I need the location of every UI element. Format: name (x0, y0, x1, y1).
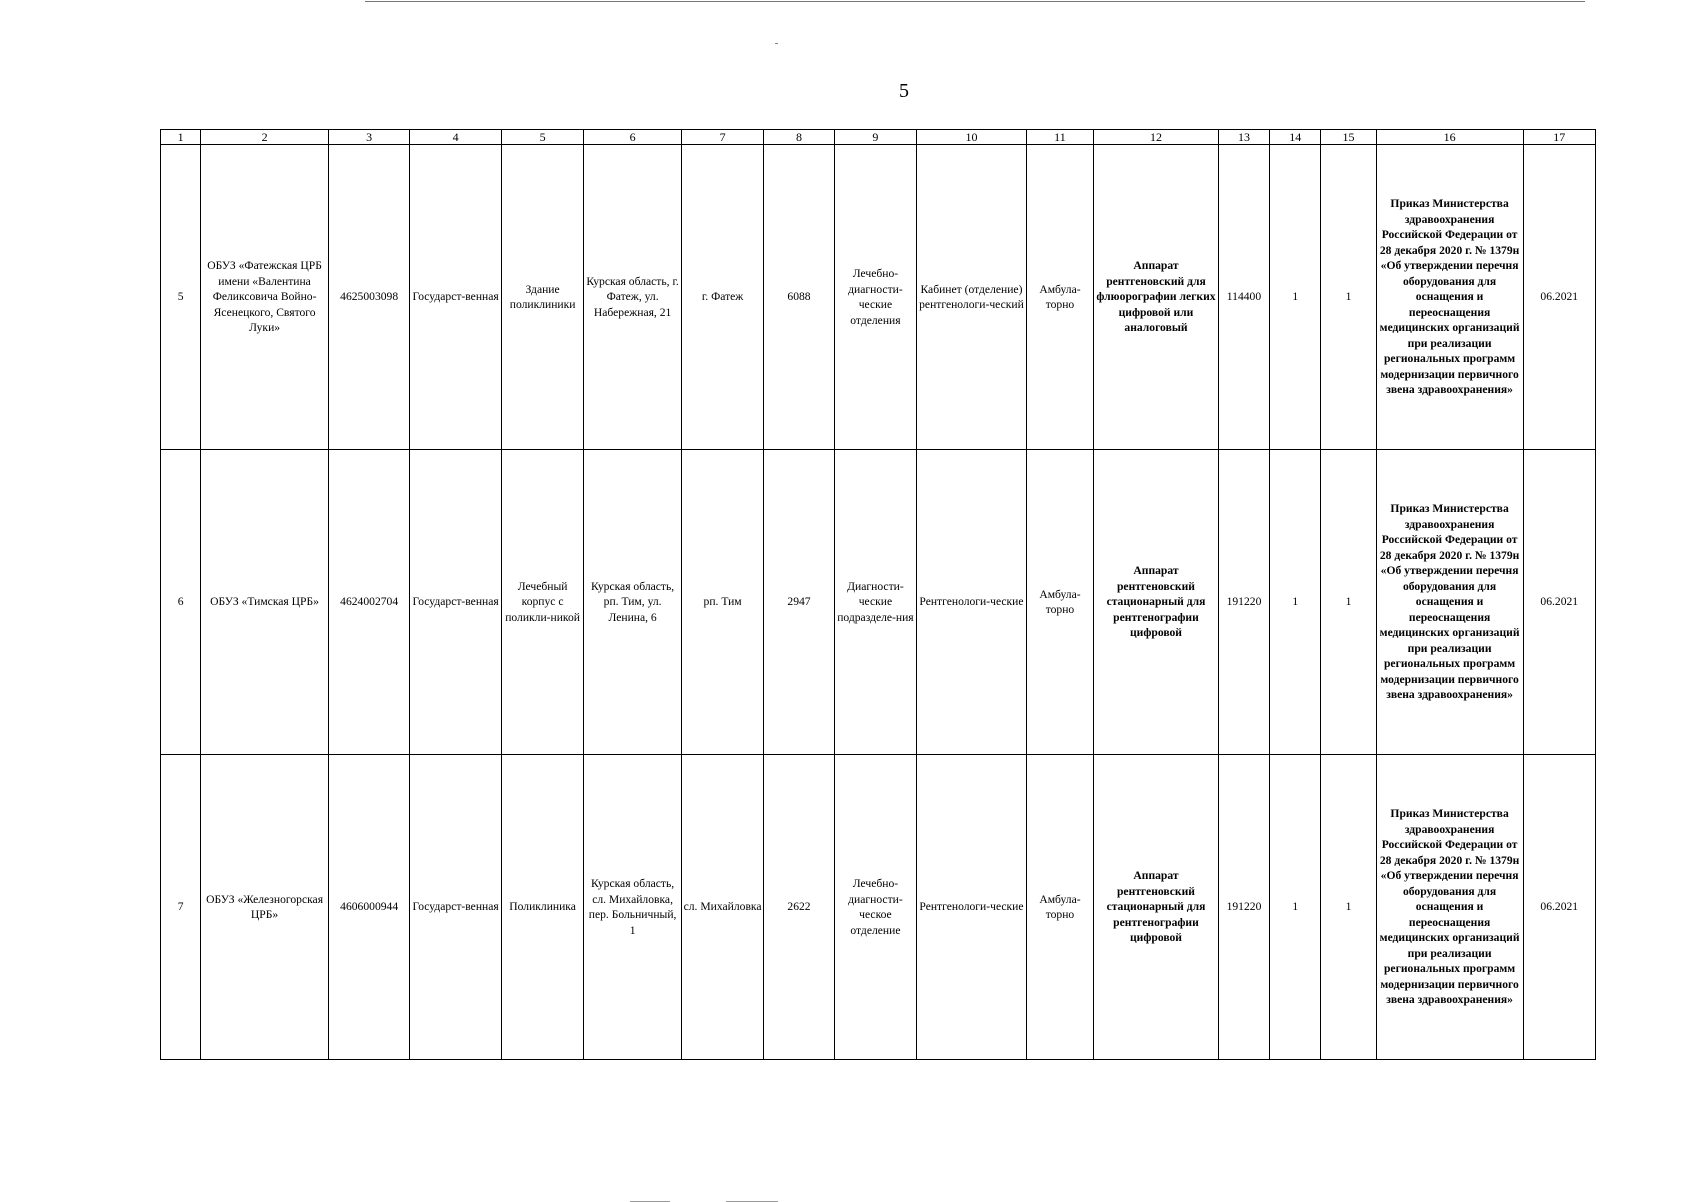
organization-cell: ОБУЗ «Железногорская ЦРБ» (201, 755, 329, 1060)
column-number: 13 (1218, 130, 1269, 145)
legal-basis-cell: Приказ Министерства здравоохранения Российской Федерации от 28 декабря 2020 г. № 1379н «Об утверждении перечня оборудования для оснащения и переоснащения медицинских организаций при реализации региональных программ модернизации первичного звена здравоохранения» (1376, 450, 1523, 755)
column-number: 15 (1321, 130, 1376, 145)
column-number: 6 (584, 130, 682, 145)
column-number: 5 (501, 130, 583, 145)
column-number: 11 (1026, 130, 1093, 145)
qty-planned-cell: 1 (1321, 450, 1376, 755)
address-cell: Курская область, рп. Тим, ул. Ленина, 6 (584, 450, 682, 755)
equipment-cell: Аппарат рентгеновский стационарный для рентгенографии цифровой (1094, 450, 1219, 755)
population-cell: 2622 (764, 755, 834, 1060)
unit-type-cell: Диагности-ческие подразделе-ния (834, 450, 916, 755)
page-number: 5 (899, 80, 909, 102)
equipment-code-cell: 191220 (1218, 755, 1269, 1060)
building-cell: Лечебный корпус с поликли-никой (501, 450, 583, 755)
qty-planned-cell: 1 (1321, 145, 1376, 450)
population-cell: 6088 (764, 145, 834, 450)
unit-type-cell: Лечебно-диагности-ческие отделения (834, 145, 916, 450)
column-number: 3 (328, 130, 409, 145)
column-number: 4 (410, 130, 502, 145)
settlement-cell: сл. Михайловка (681, 755, 763, 1060)
column-number: 16 (1376, 130, 1523, 145)
qty-required-cell: 1 (1270, 450, 1321, 755)
scan-speck (775, 43, 778, 44)
equipment-register-table (160, 129, 1596, 1060)
care-type-cell: Амбула-торно (1026, 755, 1093, 1060)
department-cell: Кабинет (отделение) рентгенологи-ческий (917, 145, 1027, 450)
table-row (161, 145, 1596, 450)
ownership-cell: Государст-венная (410, 450, 502, 755)
date-cell: 06.2021 (1523, 450, 1596, 755)
department-cell: Рентгенологи-ческие (917, 450, 1027, 755)
row-number-cell: 6 (161, 450, 201, 755)
date-cell: 06.2021 (1523, 755, 1596, 1060)
column-number: 1 (161, 130, 201, 145)
population-cell: 2947 (764, 450, 834, 755)
table-row (161, 450, 1596, 755)
qty-required-cell: 1 (1270, 145, 1321, 450)
scan-top-edge-line (365, 1, 1585, 2)
qty-required-cell: 1 (1270, 755, 1321, 1060)
equipment-cell: Аппарат рентгеновский для флюорографии легких цифровой или аналоговый (1094, 145, 1219, 450)
settlement-cell: г. Фатеж (681, 145, 763, 450)
date-cell: 06.2021 (1523, 145, 1596, 450)
column-number: 7 (681, 130, 763, 145)
row-number-cell: 5 (161, 145, 201, 450)
column-number: 10 (917, 130, 1027, 145)
table-row (161, 755, 1596, 1060)
equipment-code-cell: 114400 (1218, 145, 1269, 450)
address-cell: Курская область, сл. Михайловка, пер. Больничный, 1 (584, 755, 682, 1060)
column-number: 8 (764, 130, 834, 145)
department-cell: Рентгенологи-ческие (917, 755, 1027, 1060)
building-cell: Поликлиника (501, 755, 583, 1060)
inn-cell: 4624002704 (328, 450, 409, 755)
organization-cell: ОБУЗ «Тимская ЦРБ» (201, 450, 329, 755)
inn-cell: 4625003098 (328, 145, 409, 450)
column-number: 12 (1094, 130, 1219, 145)
row-number-cell: 7 (161, 755, 201, 1060)
legal-basis-cell: Приказ Министерства здравоохранения Российской Федерации от 28 декабря 2020 г. № 1379н «Об утверждении перечня оборудования для оснащения и переоснащения медицинских организаций при реализации региональных программ модернизации первичного звена здравоохранения» (1376, 145, 1523, 450)
care-type-cell: Амбула-торно (1026, 145, 1093, 450)
column-number: 17 (1523, 130, 1596, 145)
address-cell: Курская область, г. Фатеж, ул. Набережная, 21 (584, 145, 682, 450)
equipment-code-cell: 191220 (1218, 450, 1269, 755)
equipment-cell: Аппарат рентгеновский стационарный для рентгенографии цифровой (1094, 755, 1219, 1060)
column-number: 2 (201, 130, 329, 145)
ownership-cell: Государст-венная (410, 755, 502, 1060)
qty-planned-cell: 1 (1321, 755, 1376, 1060)
ownership-cell: Государст-венная (410, 145, 502, 450)
inn-cell: 4606000944 (328, 755, 409, 1060)
building-cell: Здание поликлиники (501, 145, 583, 450)
organization-cell: ОБУЗ «Фатежская ЦРБ имени «Валентина Феликсовича Войно-Ясенецкого, Святого Луки» (201, 145, 329, 450)
column-number: 14 (1270, 130, 1321, 145)
column-number: 9 (834, 130, 916, 145)
legal-basis-cell: Приказ Министерства здравоохранения Российской Федерации от 28 декабря 2020 г. № 1379н «Об утверждении перечня оборудования для оснащения и переоснащения медицинских организаций при реализации региональных программ модернизации первичного звена здравоохранения» (1376, 755, 1523, 1060)
column-number-row (161, 130, 1596, 145)
unit-type-cell: Лечебно-диагности-ческое отделение (834, 755, 916, 1060)
settlement-cell: рп. Тим (681, 450, 763, 755)
care-type-cell: Амбула-торно (1026, 450, 1093, 755)
